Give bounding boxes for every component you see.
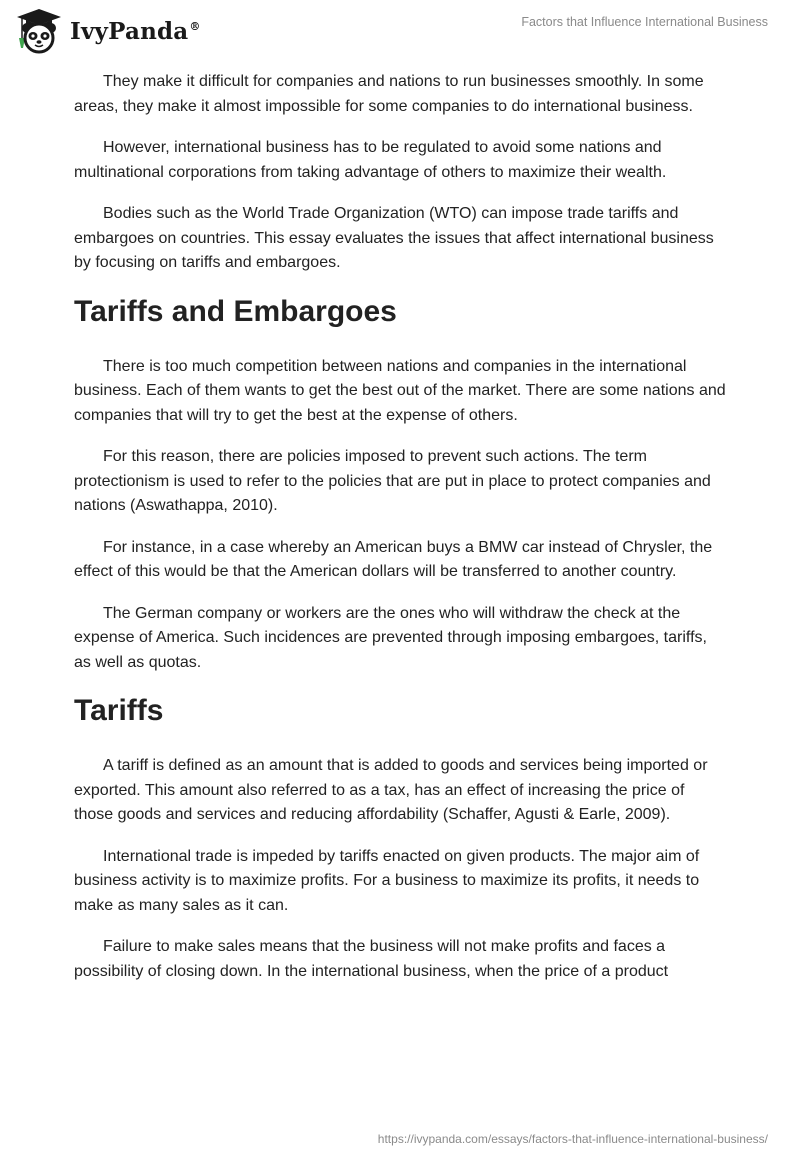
ivypanda-logo[interactable] <box>14 8 201 54</box>
paragraph: The German company or workers are the ones who will withdraw the check at the expense of America. Such incidences are prevented through imposing embargoes, tariffs, as well as quotas. <box>74 604 707 671</box>
essay-body <box>74 70 726 1001</box>
paragraph: Bodies such as the World Trade Organization (WTO) can impose trade tariffs and embargoes on countries. This essay evaluates the issues that affect international business by focusing on tariffs and embargoes. <box>74 205 714 271</box>
panda-icon <box>14 8 64 54</box>
section-heading-tariffs-and-embargoes: Tariffs and Embargoes <box>74 294 397 328</box>
paragraph: International trade is impeded by tariffs enacted on given products. The major aim of business activity is to maximize profits. For a business to maximize its profits, it needs to make as many sales as it can. <box>74 847 700 914</box>
page-header <box>0 0 800 60</box>
paragraph: For this reason, there are policies imposed to prevent such actions. The term protectionism is used to refer to the policies that are put in place to protect companies and nations (Aswathappa, 2010). <box>74 448 711 514</box>
paragraph: For instance, in a case whereby an American buys a BMW car instead of Chrysler, the effect of this would be that the American dollars will be transferred to another country. <box>74 538 713 580</box>
paragraph: There is too much competition between nations and companies in the international business. Each of them wants to get the best out of the market. There are some nations and companies that will try to get the best at the expense of others. <box>74 357 726 424</box>
paragraph: A tariff is defined as an amount that is added to goods and services being imported or exported. This amount also referred to as a tax, has an effect of increasing the price of those goods and services and reducing affordability (Schaffer, Agusti & Earle, 2009). <box>74 757 708 823</box>
paragraph: They make it difficult for companies and nations to run businesses smoothly. In some areas, they make it almost impossible for some companies to do international business. <box>74 73 704 115</box>
document-title: Factors that Influence International Business <box>521 15 768 29</box>
paragraph: Failure to make sales means that the business will not make profits and faces a possibility of closing down. In the international business, when the price of a product <box>74 938 669 980</box>
logo-wordmark: IvyPanda® <box>70 17 201 45</box>
paragraph: However, international business has to be regulated to avoid some nations and multinational corporations from taking advantage of others to maximize their wealth. <box>74 139 667 181</box>
section-heading-tariffs: Tariffs <box>74 694 164 727</box>
source-url[interactable]: https://ivypanda.com/essays/factors-that-influence-international-business/ <box>377 1132 768 1146</box>
